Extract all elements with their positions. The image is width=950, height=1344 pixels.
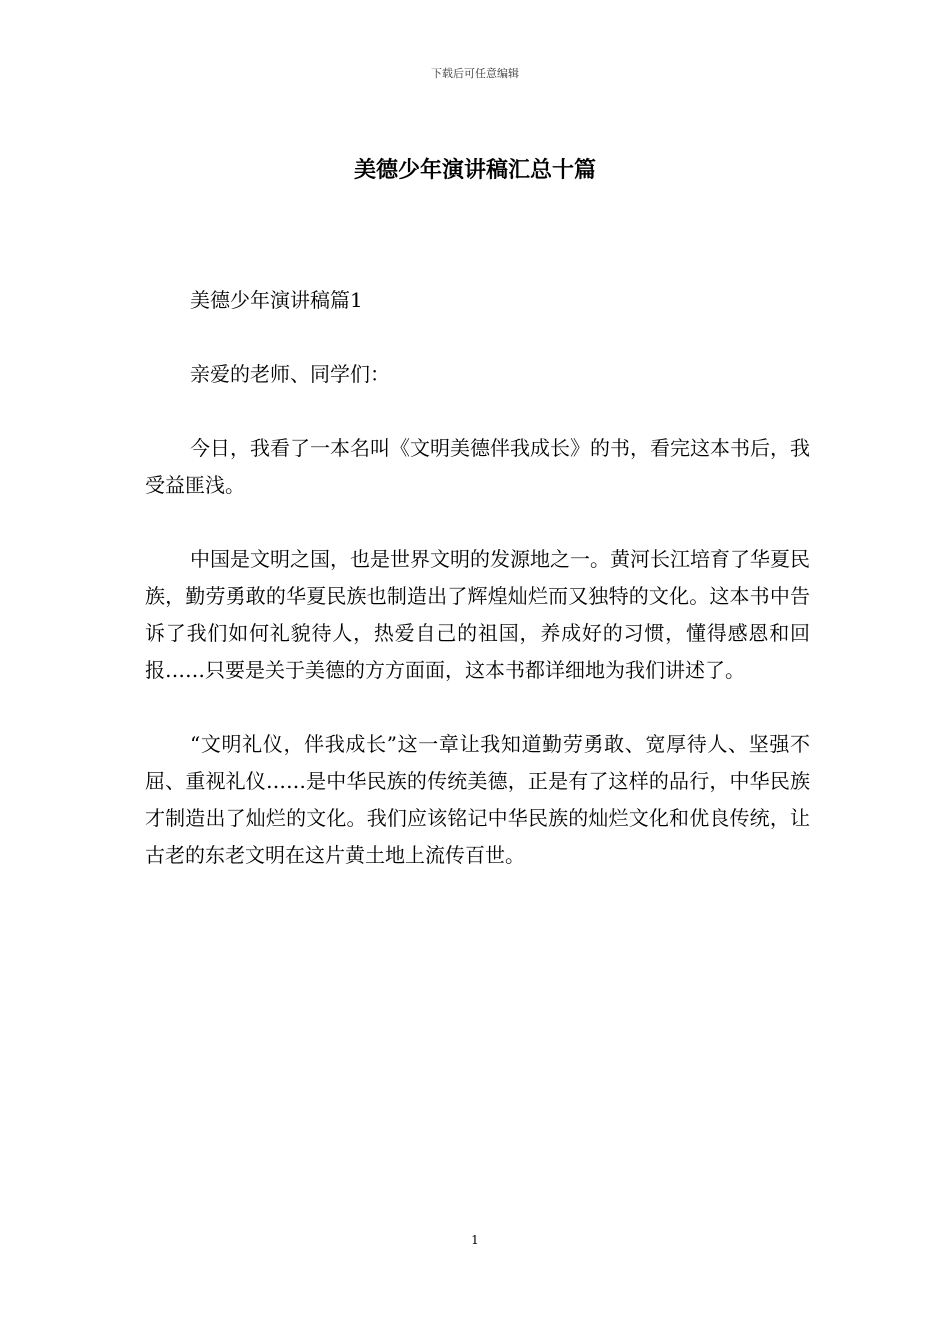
- page-number: 1: [471, 1233, 479, 1247]
- document-body: [145, 282, 810, 911]
- document-title: 美德少年演讲稿汇总十篇: [353, 157, 596, 183]
- salutation: 亲爱的老师、同学们：: [190, 362, 390, 386]
- section-heading: 美德少年演讲稿篇1: [190, 288, 363, 312]
- header-note: 下载后可任意编辑: [431, 67, 519, 80]
- body-paragraph: 中国是文明之国，也是世界文明的发源地之一。黄河长江培育了华夏民族，勤劳勇敢的华夏民族也制造出了辉煌灿烂而又独特的文化。这本书中告诉了我们如何礼貌待人，热爱自己的祖国，养成好的习惯，懂得感恩和回报……只要是关于美德的方方面面，这本书都详细地为我们讲述了。: [145, 547, 810, 682]
- body-paragraph: “文明礼仪，伴我成长”这一章让我知道勤劳勇敢、宽厚待人、坚强不屈、重视礼仪……是中华民族的传统美德，正是有了这样的品行，中华民族才制造出了灿烂的文化。我们应该铭记中华民族的灿烂文化和优良传统，让古老的东老文明在这片黄土地上流传百世。: [145, 732, 810, 867]
- body-paragraph: 今日，我看了一本名叫《文明美德伴我成长》的书，看完这本书后，我受益匪浅。: [145, 436, 810, 497]
